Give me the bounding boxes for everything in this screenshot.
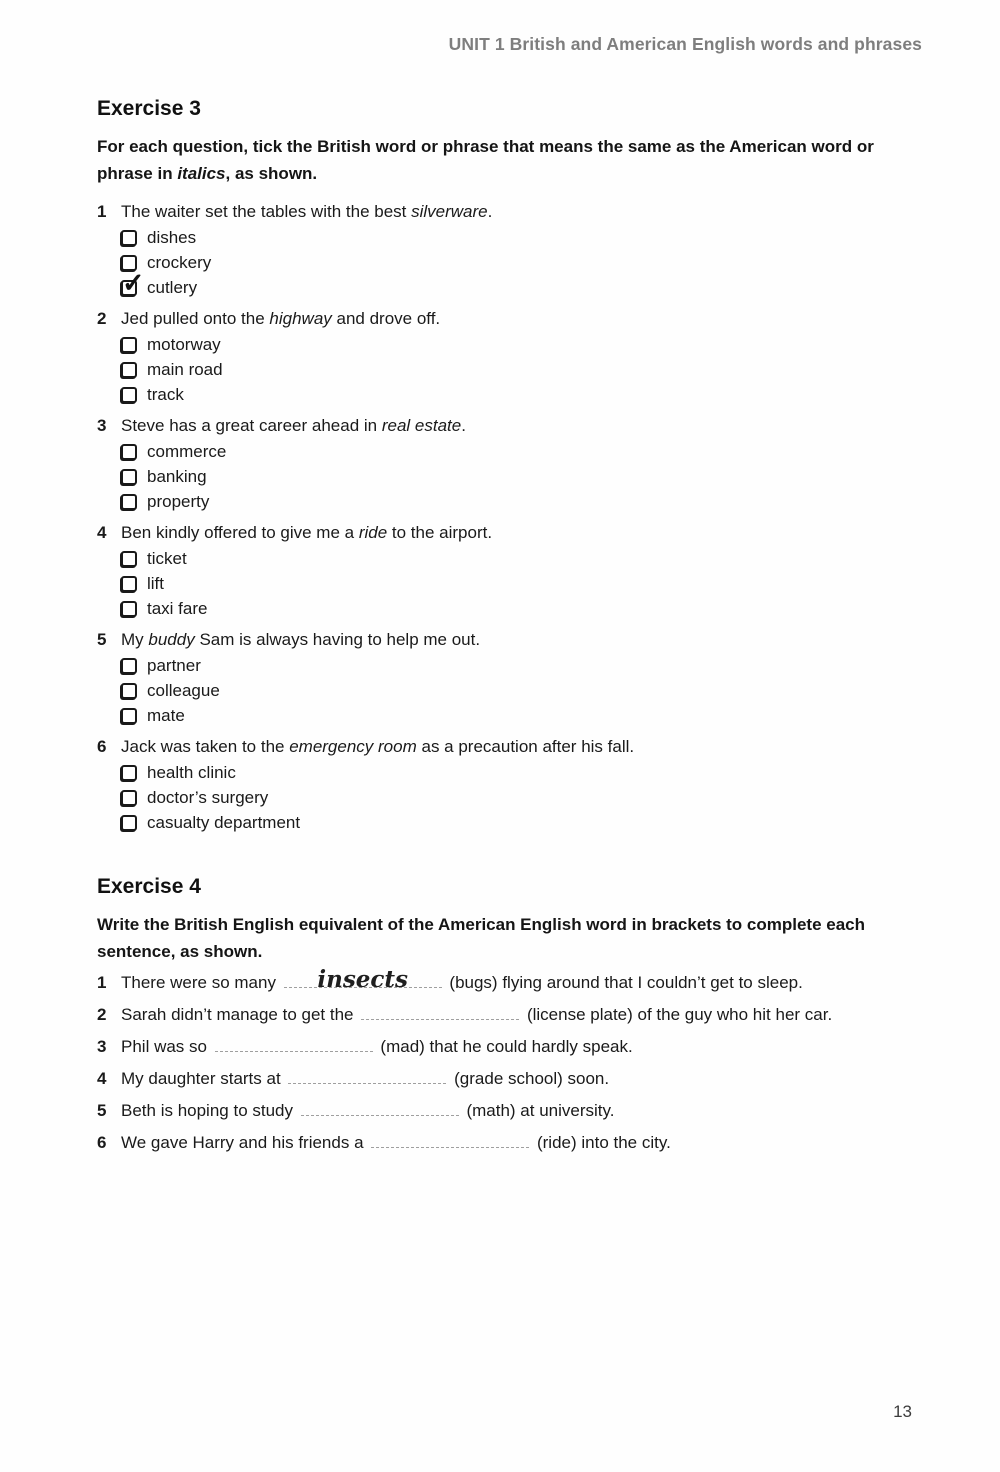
question-stem — [97, 520, 922, 546]
ex3-question-2 — [97, 306, 922, 407]
question-number: 5 — [97, 630, 107, 649]
option-row[interactable] — [121, 225, 922, 250]
checkbox-icon[interactable] — [121, 683, 137, 699]
question-number: 3 — [97, 416, 107, 435]
exercise-3-section — [97, 97, 922, 835]
checkbox-icon[interactable] — [121, 469, 137, 485]
answer-blank[interactable] — [215, 1038, 373, 1052]
question-number: 2 — [97, 309, 107, 328]
answer-blank[interactable] — [301, 1102, 459, 1116]
ex3-question-3 — [97, 413, 922, 514]
ex4-question-5 — [97, 1101, 922, 1121]
instructions-pre: For each question, tick the British word or phrase that means the same as the American word or phrase in — [97, 137, 874, 183]
question-text: There were so many insects (bugs) flying around that I couldn’t get to sleep. — [121, 966, 803, 993]
ex3-question-5 — [97, 627, 922, 728]
ex4-question-4 — [97, 1069, 922, 1089]
question-stem — [97, 734, 922, 760]
checkbox-icon[interactable] — [121, 815, 137, 831]
checkbox-icon[interactable] — [121, 601, 137, 617]
instructions-post: , as shown. — [225, 164, 318, 183]
question-stem — [97, 199, 922, 225]
option-label: mate — [147, 705, 185, 725]
question-text: The waiter set the tables with the best silverware. — [121, 202, 493, 221]
option-row[interactable] — [121, 785, 922, 810]
question-number: 3 — [97, 1037, 107, 1056]
checkbox-icon[interactable] — [121, 790, 137, 806]
exercise-4-section — [97, 875, 922, 1153]
option-label: ticket — [147, 548, 187, 568]
question-stem — [97, 413, 922, 439]
option-label: motorway — [147, 334, 221, 354]
ex3-question-6 — [97, 734, 922, 835]
handwritten-answer: insects — [317, 966, 408, 993]
option-row[interactable] — [121, 489, 922, 514]
question-text: Beth is hoping to study (math) at university. — [121, 1101, 615, 1120]
question-text: Jed pulled onto the highway and drove off. — [121, 309, 441, 328]
option-label: banking — [147, 466, 207, 486]
option-label: doctor’s surgery — [147, 787, 269, 807]
answer-blank[interactable] — [288, 1070, 446, 1084]
answer-blank[interactable] — [284, 966, 442, 993]
option-label: taxi fare — [147, 598, 208, 618]
ex3-question-4 — [97, 520, 922, 621]
question-number: 6 — [97, 1133, 107, 1152]
question-text: Phil was so (mad) that he could hardly speak. — [121, 1037, 633, 1056]
checkbox-icon[interactable] — [121, 362, 137, 378]
exercise-3-title: Exercise 3 — [97, 97, 201, 120]
option-label: dishes — [147, 227, 197, 247]
ex4-question-3 — [97, 1037, 922, 1057]
option-label: casualty department — [147, 812, 301, 832]
page-number: 13 — [893, 1402, 912, 1421]
option-row[interactable] — [121, 464, 922, 489]
exercise-4-title: Exercise 4 — [97, 875, 201, 898]
checkbox-icon[interactable] — [121, 337, 137, 353]
question-number: 1 — [97, 973, 107, 992]
checkbox-icon[interactable] — [121, 387, 137, 403]
option-row[interactable] — [121, 250, 922, 275]
ex4-question-2 — [97, 1005, 922, 1025]
question-stem — [97, 627, 922, 653]
option-label: cutlery — [147, 277, 198, 297]
option-row[interactable] — [121, 653, 922, 678]
option-row[interactable] — [121, 357, 922, 382]
option-row[interactable] — [121, 703, 922, 728]
options-list — [97, 225, 922, 300]
ex3-question-1 — [97, 199, 922, 300]
option-label: property — [147, 491, 210, 511]
question-text: Steve has a great career ahead in real estate. — [121, 416, 466, 435]
option-row[interactable] — [121, 596, 922, 621]
option-label: main road — [147, 359, 223, 379]
exercise-4-instructions: Write the British English equivalent of the American English word in brackets to complete each sentence, as shown. — [97, 915, 865, 961]
option-label: colleague — [147, 680, 220, 700]
question-number: 1 — [97, 202, 107, 221]
exercise-3-instructions — [97, 133, 922, 187]
option-label: commerce — [147, 441, 227, 461]
question-number: 2 — [97, 1005, 107, 1024]
question-text: We gave Harry and his friends a (ride) into the city. — [121, 1133, 671, 1152]
option-row[interactable] — [121, 810, 922, 835]
question-text: Jack was taken to the emergency room as a precaution after his fall. — [121, 737, 635, 756]
option-row[interactable] — [121, 382, 922, 407]
option-row[interactable] — [121, 678, 922, 703]
checkbox-icon[interactable] — [121, 230, 137, 246]
ex4-question-6 — [97, 1133, 922, 1153]
checkbox-icon[interactable] — [121, 494, 137, 510]
checkbox-icon[interactable] — [121, 708, 137, 724]
options-list — [97, 760, 922, 835]
option-row[interactable] — [121, 760, 922, 785]
question-text: Sarah didn’t manage to get the (license plate) of the guy who hit her car. — [121, 1005, 833, 1024]
question-number: 6 — [97, 737, 107, 756]
option-row[interactable] — [121, 571, 922, 596]
answer-blank[interactable] — [361, 1006, 519, 1020]
instructions-italic: italics — [177, 164, 226, 183]
checkbox-icon[interactable] — [121, 765, 137, 781]
checkbox-icon[interactable] — [121, 444, 137, 460]
option-row[interactable] — [121, 546, 922, 571]
question-number: 4 — [97, 523, 107, 542]
question-text: My daughter starts at (grade school) soon. — [121, 1069, 610, 1088]
option-label: health clinic — [147, 762, 236, 782]
option-label: crockery — [147, 252, 212, 272]
checkbox-icon[interactable] — [121, 576, 137, 592]
option-row[interactable] — [121, 275, 922, 300]
checkbox-icon[interactable] — [121, 658, 137, 674]
option-label: lift — [147, 573, 164, 593]
checkbox-icon-checked[interactable] — [121, 280, 137, 296]
question-stem — [97, 306, 922, 332]
options-list — [97, 546, 922, 621]
unit-header: UNIT 1 British and American English words and phrases — [448, 34, 922, 54]
question-number: 4 — [97, 1069, 107, 1088]
question-text: Ben kindly offered to give me a ride to the airport. — [121, 523, 493, 542]
question-number: 5 — [97, 1101, 107, 1120]
options-list — [97, 439, 922, 514]
option-label: partner — [147, 655, 201, 675]
option-row[interactable] — [121, 332, 922, 357]
checkbox-icon[interactable] — [121, 551, 137, 567]
question-text: My buddy Sam is always having to help me out. — [121, 630, 481, 649]
option-row[interactable] — [121, 439, 922, 464]
answer-blank[interactable] — [371, 1134, 529, 1148]
options-list — [97, 332, 922, 407]
ex4-question-1 — [97, 966, 922, 993]
options-list — [97, 653, 922, 728]
option-label: track — [147, 384, 184, 404]
